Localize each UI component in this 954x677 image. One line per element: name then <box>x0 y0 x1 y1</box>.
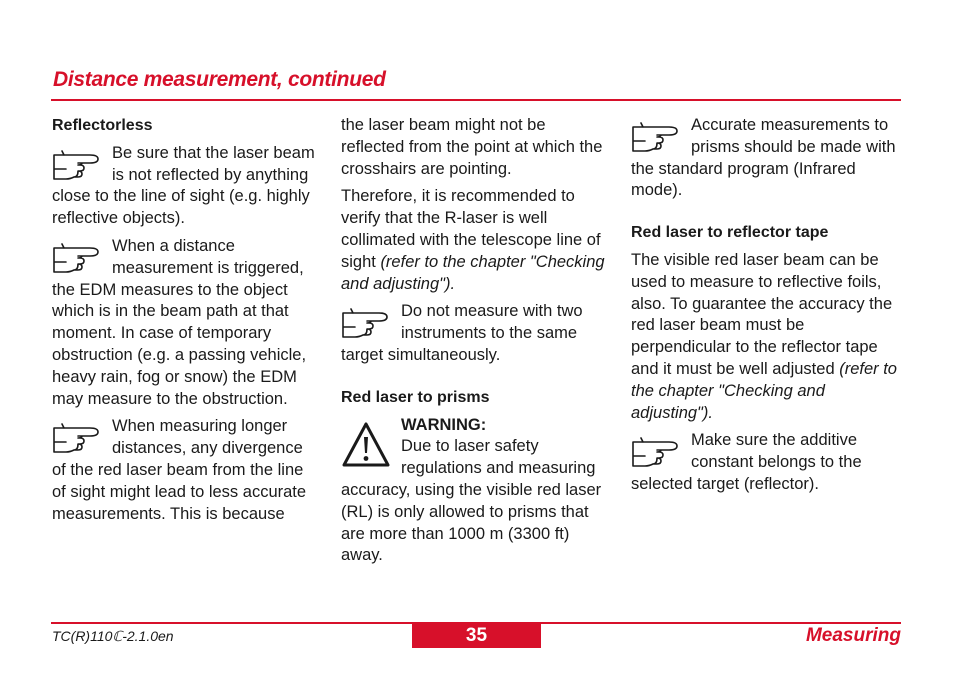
page-title: Distance measurement, continued <box>53 68 386 91</box>
note-text: When a distance measurement is triggered, the EDM measures to the object which is in the beam path at that moment. In case of temporary obstruction (e.g. a passing vehicle, heavy rain, fog or snow) the EDM may measure to the obstruction. <box>52 236 307 408</box>
recommendation-text: Therefore, it is recommended to verify that the R-laser is well collimated with the telescope line of sight <box>341 187 601 271</box>
warning-text: Due to laser safety regulations and measuring accuracy, using the visible red laser (RL) is only allowed to prisms that are more than 1000 m (3300 ft) away. <box>341 437 602 565</box>
column-3 <box>631 115 903 502</box>
warning-triangle-icon <box>341 421 391 469</box>
pointing-hand-icon <box>631 121 681 155</box>
note-paragraph <box>631 115 903 202</box>
chapter-reference: (refer to the chapter "Checking and adjusting"). <box>631 359 897 422</box>
reflector-tape-text: The visible red laser beam can be used to measure to reflective foils, also. To guarantee the accuracy the red laser beam must be perpendicular to the reflector tape and it must be well adjusted <box>631 250 893 378</box>
note-paragraph <box>341 301 611 366</box>
pointing-hand-icon <box>52 242 102 276</box>
note-paragraph <box>52 236 320 410</box>
pointing-hand-icon <box>52 422 102 456</box>
header-rule <box>51 99 901 101</box>
document-id: TC(R)110ℂ-2.1.0en <box>52 628 174 644</box>
pointing-hand-icon <box>52 149 102 183</box>
column-2 <box>341 115 611 573</box>
note-text: When measuring longer distances, any divergence of the red laser beam from the line of sight might lead to less accurate measurements. This is because <box>52 417 307 523</box>
continued-paragraph: the laser beam might not be reflected from the point at which the crosshairs are pointing. <box>341 116 603 178</box>
pointing-hand-icon <box>631 436 681 470</box>
reflector-tape-paragraph <box>631 250 903 424</box>
warning-label: WARNING: <box>401 415 487 434</box>
column-1 <box>52 115 320 531</box>
warning-paragraph <box>341 415 611 568</box>
section-heading-red-laser-prisms: Red laser to prisms <box>341 388 490 406</box>
section-name: Measuring <box>805 625 901 646</box>
note-text: Do not measure with two instruments to the same target simultaneously. <box>341 302 583 364</box>
note-paragraph <box>52 143 320 230</box>
spacer <box>341 373 611 387</box>
section-heading-reflectorless: Reflectorless <box>52 117 153 134</box>
recommendation-paragraph <box>341 186 611 295</box>
pointing-hand-icon <box>341 307 391 341</box>
section-heading-red-laser-tape: Red laser to reflector tape <box>631 224 829 242</box>
note-paragraph <box>631 430 903 495</box>
note-paragraph <box>52 416 320 525</box>
chapter-reference: (refer to the chapter "Checking and adjusting"). <box>341 252 605 293</box>
spacer <box>631 208 903 222</box>
note-text: Accurate measurements to prisms should be made with the standard program (Infrared mode). <box>631 116 896 200</box>
note-text: Be sure that the laser beam is not reflected by anything close to the line of sight (e.g. highly reflective objects). <box>52 143 315 228</box>
note-text: Make sure the additive constant belongs to the selected target (reflector). <box>631 431 862 493</box>
page-number: 35 <box>412 624 541 648</box>
